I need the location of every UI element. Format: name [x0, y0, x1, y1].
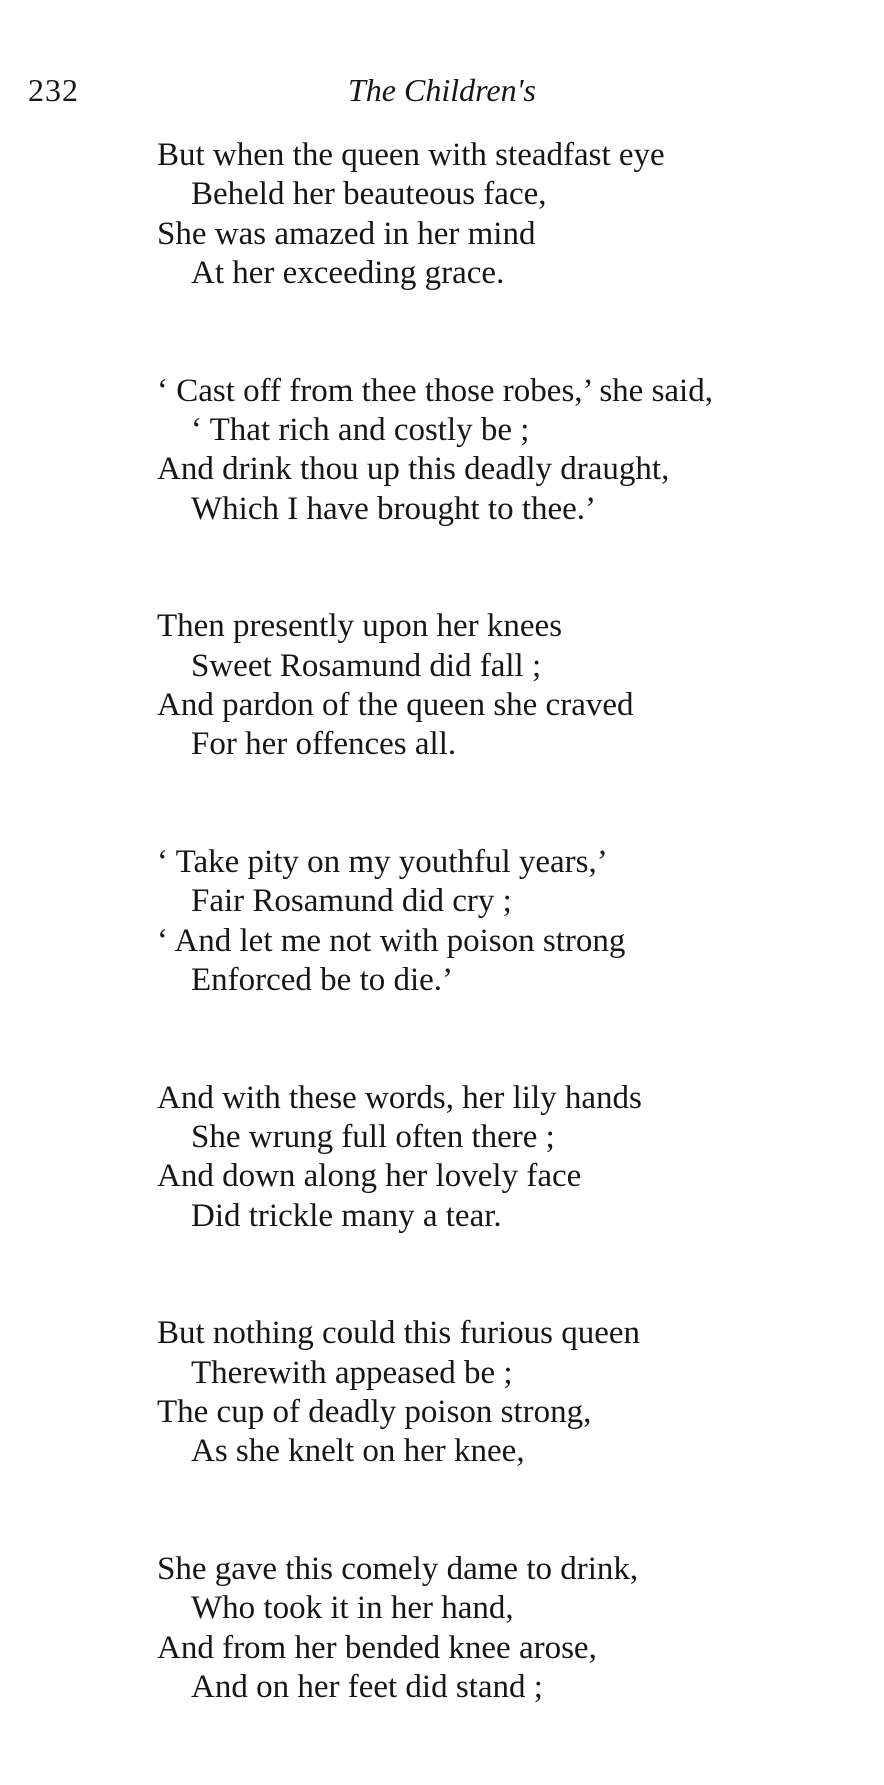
poem-line: As she knelt on her knee, — [191, 1433, 525, 1470]
stanza — [157, 843, 857, 1001]
stanza — [157, 607, 857, 765]
poem-line: And down along her lovely face — [157, 1158, 582, 1195]
poem-line: ‘ Take pity on my youthful years,’ — [157, 843, 608, 880]
poem-line: Fair Rosamund did cry ; — [191, 883, 512, 920]
running-head: The Children's — [348, 72, 536, 108]
poem-line: ‘ That rich and costly be ; — [191, 412, 530, 449]
poem-line: Sweet Rosamund did fall ; — [191, 647, 542, 684]
poem-line: Then presently upon her knees — [157, 608, 563, 645]
poem-line: She wrung full often there ; — [191, 1118, 555, 1155]
stanza — [157, 372, 857, 530]
poem-line: ‘ Cast off from thee those robes,’ she said, — [157, 372, 713, 409]
poem-line: And from her bended knee arose, — [157, 1629, 597, 1666]
poem-line: At her exceeding grace. — [191, 255, 505, 292]
stanza — [157, 1314, 857, 1472]
poem-line: Who took it in her hand, — [191, 1590, 514, 1627]
poem-line: Enforced be to die.’ — [191, 962, 454, 999]
poem-line: But nothing could this furious queen — [157, 1315, 641, 1352]
poem-line: The cup of deadly poison strong, — [157, 1393, 592, 1430]
stanza — [157, 1079, 857, 1237]
page-number: 232 — [28, 72, 79, 108]
page-header — [0, 68, 884, 112]
poem-line: And pardon of the queen she craved — [157, 687, 634, 724]
poem-line: Beheld her beauteous face, — [191, 176, 547, 213]
poem-line: Which I have brought to thee.’ — [191, 490, 597, 527]
poem-line: But when the queen with steadfast eye — [157, 137, 665, 173]
poem-line: Therewith appeased be ; — [191, 1354, 513, 1391]
poem-line: For her offences all. — [191, 726, 457, 763]
poem-line: ‘ And let me not with poison strong — [157, 922, 626, 959]
poem-line: And drink thou up this deadly draught, — [157, 451, 670, 488]
poem-line: She gave this comely dame to drink, — [157, 1550, 639, 1587]
poem-line: And on her feet did stand ; — [191, 1668, 543, 1705]
stanza — [157, 136, 857, 294]
poem — [157, 136, 857, 1785]
poem-line: She was amazed in her mind — [157, 215, 536, 252]
poem-line: Did trickle many a tear. — [191, 1197, 502, 1234]
stanza — [157, 1550, 857, 1708]
poem-line: And with these words, her lily hands — [157, 1079, 642, 1116]
